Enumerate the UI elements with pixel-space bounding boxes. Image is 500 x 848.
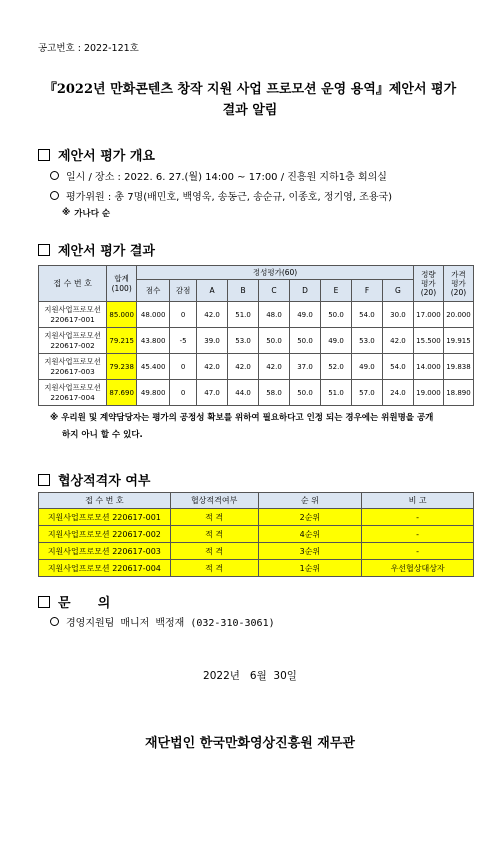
eligibility-rank: 4순위 <box>258 526 362 543</box>
row-val-a: 42.0 <box>197 354 228 380</box>
header-col-f: F <box>351 280 382 302</box>
row-val-b: 44.0 <box>228 380 259 406</box>
row-score: 45.400 <box>137 354 170 380</box>
table-row <box>39 354 474 380</box>
circle-bullet-icon <box>50 617 59 626</box>
table-row <box>39 543 474 560</box>
row-val-d: 50.0 <box>290 380 321 406</box>
header-quantitative: 정량 평가 (20) <box>413 266 443 302</box>
header-col-d: D <box>290 280 321 302</box>
row-id: 지원사업프로모션 220617-003 <box>39 354 107 380</box>
row-price: 20.000 <box>443 302 473 328</box>
row-val-g: 24.0 <box>382 380 413 406</box>
header-total: 합계 (100) <box>107 266 137 302</box>
section-eligibility-heading <box>38 470 150 489</box>
row-quant: 15.500 <box>413 328 443 354</box>
header-col-c: C <box>259 280 290 302</box>
checkbox-square-icon <box>38 149 50 161</box>
announcement-date: 2022년 6월 30일 <box>203 670 297 682</box>
row-val-c: 48.0 <box>259 302 290 328</box>
disclosure-note <box>50 410 470 444</box>
row-val-g: 42.0 <box>382 328 413 354</box>
table-row <box>39 302 474 328</box>
section-inquiry-heading <box>38 592 110 611</box>
eligibility-header-rank: 순 위 <box>258 493 362 509</box>
table-row <box>39 560 474 577</box>
row-deduct: 0 <box>170 302 197 328</box>
inquiry-contact-text: 경영지원팀 매니저 백정재 (032-310-3061) <box>66 618 275 629</box>
inquiry-contact-line <box>50 614 275 629</box>
eligibility-status: 적 격 <box>170 543 258 560</box>
row-val-g: 30.0 <box>382 302 413 328</box>
eligibility-header-status: 협상적격여부 <box>170 493 258 509</box>
eligibility-remark: - <box>362 509 474 526</box>
table-row <box>39 526 474 543</box>
section-overview-heading <box>38 145 155 164</box>
disclosure-note-line2: 하지 아니 할 수 있다. <box>62 430 143 440</box>
reference-mark-icon: ※ <box>62 208 71 218</box>
eligibility-status: 적 격 <box>170 526 258 543</box>
overview-committee-line <box>50 188 392 203</box>
eligibility-remark: - <box>362 526 474 543</box>
row-price: 18.890 <box>443 380 473 406</box>
row-val-a: 42.0 <box>197 302 228 328</box>
header-col-g: G <box>382 280 413 302</box>
row-val-f: 57.0 <box>351 380 382 406</box>
row-val-c: 42.0 <box>259 354 290 380</box>
eligibility-status: 적 격 <box>170 560 258 577</box>
notice-number: 공고번호 : 2022-121호 <box>38 43 139 54</box>
row-quant: 14.000 <box>413 354 443 380</box>
section-results-title: 제안서 평가 결과 <box>58 244 155 259</box>
overview-note-text: 가나다 순 <box>74 209 111 219</box>
eligibility-id: 지원사업프로모션 220617-003 <box>39 543 171 560</box>
row-val-e: 50.0 <box>321 302 352 328</box>
row-deduct: 0 <box>170 354 197 380</box>
row-val-e: 49.0 <box>321 328 352 354</box>
overview-committee-text: 평가위원 : 총 7명(배민호, 백영욱, 송동근, 송순규, 이종호, 정기영, 조용국) <box>66 192 393 203</box>
header-deduct: 감점 <box>170 280 197 302</box>
row-total: 79.238 <box>107 354 137 380</box>
row-quant: 17.000 <box>413 302 443 328</box>
row-val-b: 42.0 <box>228 354 259 380</box>
row-price: 19.838 <box>443 354 473 380</box>
section-eligibility-title: 협상적격자 여부 <box>58 474 151 489</box>
header-col-a: A <box>197 280 228 302</box>
row-id: 지원사업프로모션 220617-002 <box>39 328 107 354</box>
eligibility-header-remark: 비 고 <box>362 493 474 509</box>
row-val-b: 51.0 <box>228 302 259 328</box>
row-val-c: 50.0 <box>259 328 290 354</box>
row-val-d: 37.0 <box>290 354 321 380</box>
row-score: 43.800 <box>137 328 170 354</box>
row-score: 48.000 <box>137 302 170 328</box>
row-val-b: 53.0 <box>228 328 259 354</box>
checkbox-square-icon <box>38 244 50 256</box>
row-val-a: 47.0 <box>197 380 228 406</box>
checkbox-square-icon <box>38 596 50 608</box>
row-total: 79.215 <box>107 328 137 354</box>
row-val-f: 49.0 <box>351 354 382 380</box>
eligibility-id: 지원사업프로모션 220617-004 <box>39 560 171 577</box>
disclosure-note-line1: ※ 우리원 및 계약담당자는 평가의 공정성 확보를 위하여 필요하다고 인정 되는 경우에는 위원명을 공개 <box>50 413 434 423</box>
row-val-d: 50.0 <box>290 328 321 354</box>
eligibility-table <box>38 492 474 577</box>
eligibility-remark: 우선협상대상자 <box>362 560 474 577</box>
header-price: 가격 평가 (20) <box>443 266 473 302</box>
circle-bullet-icon <box>50 191 59 200</box>
row-score: 49.800 <box>137 380 170 406</box>
header-qualitative: 정성평가(60) <box>137 266 414 280</box>
row-val-g: 54.0 <box>382 354 413 380</box>
row-val-c: 58.0 <box>259 380 290 406</box>
eligibility-rank: 1순위 <box>258 560 362 577</box>
eligibility-id: 지원사업프로모션 220617-002 <box>39 526 171 543</box>
table-row <box>39 328 474 354</box>
overview-note <box>62 207 110 219</box>
eligibility-id: 지원사업프로모션 220617-001 <box>39 509 171 526</box>
eligibility-rank: 2순위 <box>258 509 362 526</box>
row-quant: 19.000 <box>413 380 443 406</box>
row-val-f: 54.0 <box>351 302 382 328</box>
row-deduct: -5 <box>170 328 197 354</box>
header-score: 점수 <box>137 280 170 302</box>
header-col-b: B <box>228 280 259 302</box>
header-col-e: E <box>321 280 352 302</box>
overview-date-text: 일시 / 장소 : 2022. 6. 27.(월) 14:00 ~ 17:00 / 진흥원 지하1층 회의실 <box>66 172 387 183</box>
row-val-f: 53.0 <box>351 328 382 354</box>
doc-title-line2: 결과 알림 <box>222 103 278 118</box>
eligibility-rank: 3순위 <box>258 543 362 560</box>
row-id: 지원사업프로모션 220617-001 <box>39 302 107 328</box>
issuing-organization: 재단법인 한국만화영상진흥원 재무관 <box>145 736 355 751</box>
eligibility-status: 적 격 <box>170 509 258 526</box>
eligibility-remark: - <box>362 543 474 560</box>
row-val-e: 52.0 <box>321 354 352 380</box>
checkbox-square-icon <box>38 474 50 486</box>
row-total: 87.690 <box>107 380 137 406</box>
circle-bullet-icon <box>50 171 59 180</box>
table-row <box>39 380 474 406</box>
header-id: 접 수 번 호 <box>39 266 107 302</box>
overview-date-line <box>50 168 387 183</box>
row-id: 지원사업프로모션 220617-004 <box>39 380 107 406</box>
row-val-e: 51.0 <box>321 380 352 406</box>
row-val-a: 39.0 <box>197 328 228 354</box>
eligibility-header-id: 접 수 번 호 <box>39 493 171 509</box>
row-deduct: 0 <box>170 380 197 406</box>
section-inquiry-title: 문 의 <box>58 596 111 611</box>
doc-title-line1: 『2022년 만화콘텐츠 창작 지원 사업 프로모션 운영 용역』제안서 평가 <box>43 82 457 97</box>
evaluation-results-table <box>38 265 474 406</box>
table-row <box>39 509 474 526</box>
section-results-heading <box>38 240 155 259</box>
section-overview-title: 제안서 평가 개요 <box>58 149 155 164</box>
row-total: 85.000 <box>107 302 137 328</box>
row-price: 19.915 <box>443 328 473 354</box>
row-val-d: 49.0 <box>290 302 321 328</box>
